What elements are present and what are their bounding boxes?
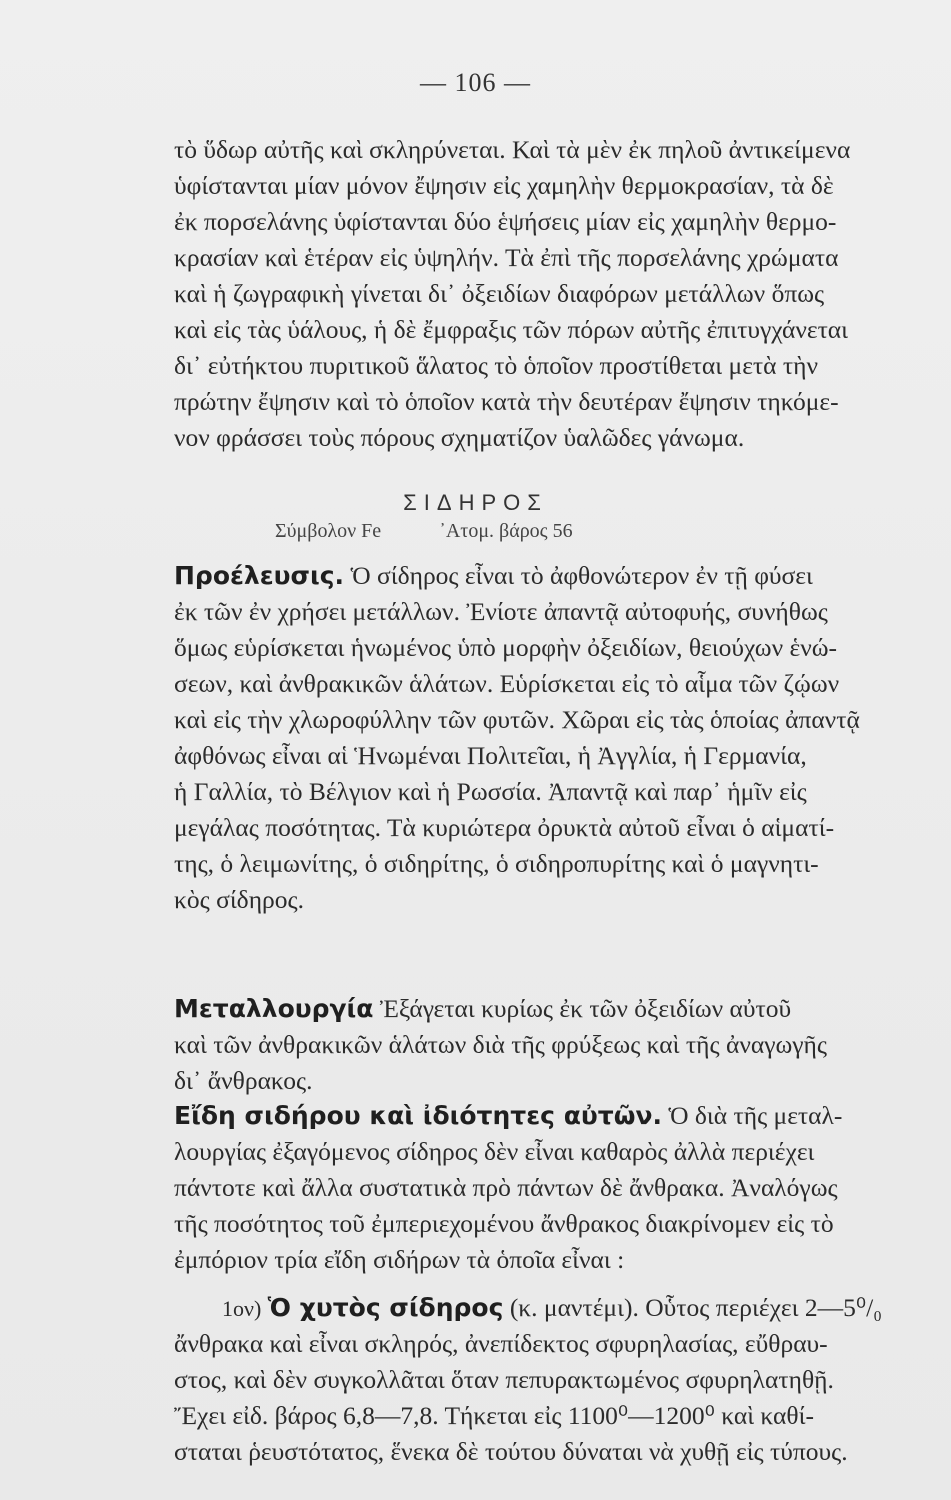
text-line: δι᾽ ἄνθρακος.	[174, 1066, 313, 1095]
element-symbol: Σύμβολον Fe	[275, 520, 382, 542]
text-line: πρώτην ἔψησιν καὶ τὸ ὁποῖον κατὰ τὴν δευτέραν ἔψησιν τηκόμε-	[174, 387, 839, 416]
text-line	[174, 558, 951, 594]
cast-iron-first-line: (κ. μαντέμι). Οὗτος περιέχει 2—5⁰/₀	[503, 1293, 883, 1322]
text-line	[174, 991, 951, 1027]
text-line: στος, καὶ δὲν συγκολλᾶται ὅταν πεπυρακτωμένος σφυρηλατηθῇ.	[174, 1365, 834, 1394]
metallurgy-paragraph	[174, 991, 951, 1099]
text-line: καὶ ἡ ζωγραφικὴ γίνεται δι᾽ ὀξειδίων διαφόρων μετάλλων ὅπως	[174, 279, 825, 308]
text-line: Ἔχει εἰδ. βάρος 6,8—7,8. Τήκεται εἰς 1100⁰—1200⁰ καὶ καθί-	[174, 1401, 814, 1430]
text-line: καὶ τῶν ἀνθρακικῶν ἁλάτων διὰ τῆς φρύξεως καὶ τῆς ἀναγωγῆς	[174, 1030, 827, 1059]
text-line: νον φράσσει τοὺς πόρους σχηματίζον ὑαλῶδες γάνωμα.	[174, 423, 745, 452]
origin-heading: Προέλευσις.	[174, 561, 345, 590]
text-line: καὶ εἰς τὰς ὑάλους, ἡ δὲ ἔμφραξις τῶν πόρων αὐτῆς ἐπιτυγχάνεται	[174, 315, 849, 344]
text-line: ἄνθρακα καὶ εἶναι σκληρός, ἀνεπίδεκτος σφυρηλασίας, εὔθραυ-	[174, 1329, 828, 1358]
text-line: ἐκ πορσελάνης ὑφίστανται δύο ἑψήσεις μίαν εἰς χαμηλὴν θερμο-	[174, 207, 837, 236]
kinds-heading: Εἴδη σιδήρου καὶ ἰδιότητες αὐτῶν.	[174, 1101, 662, 1130]
cast-iron-heading: Ὁ χυτὸς σίδηρος	[267, 1293, 504, 1322]
text-line: ὑφίστανται μίαν μόνον ἔψησιν εἰς χαμηλὴν θερμοκρασίαν, τὰ δὲ	[174, 171, 834, 200]
text-line: σταται ῥευστότατος, ἕνεκα δὲ τούτου δύναται νὰ χυθῇ εἰς τύπους.	[174, 1437, 848, 1466]
text-line: σεων, καὶ ἀνθρακικῶν ἁλάτων. Εὑρίσκεται εἰς τὸ αἷμα τῶν ζῴων	[174, 669, 840, 698]
text-line: κρασίαν καὶ ἑτέραν εἰς ὑψηλήν. Τὰ ἐπὶ τῆς πορσελάνης χρώματα	[174, 243, 839, 272]
text-line: λουργίας ἐξαγόμενος σίδηρος δὲν εἶναι καθαρὸς ἀλλὰ περιέχει	[174, 1137, 815, 1166]
metallurgy-first-line: Ἐξάγεται κυρίως ἐκ τῶν ὀξειδίων αὐτοῦ	[373, 994, 792, 1023]
kinds-paragraph	[174, 1098, 951, 1278]
text-line: τῆς ποσότητος τοῦ ἐμπεριεχομένου ἄνθρακος διακρίνομεν εἰς τὸ	[174, 1209, 834, 1238]
text-line: δι᾽ εὐτήκτου πυριτικοῦ ἅλατος τὸ ὁποῖον προστίθεται μετὰ τὴν	[174, 351, 818, 380]
text-line: ὅμως εὑρίσκεται ἡνωμένος ὑπὸ μορφὴν ὀξειδίων, θειούχων ἑνώ-	[174, 633, 837, 662]
atomic-weight: ᾿Ατομ. βάρος 56	[439, 520, 573, 542]
page-number: — 106 —	[420, 68, 531, 97]
text-line: της, ὁ λειμωνίτης, ὁ σιδηρίτης, ὁ σιδηροπυρίτης καὶ ὁ μαγνητι-	[174, 849, 819, 878]
text-line	[174, 1098, 951, 1134]
text-line: κὸς σίδηρος.	[174, 885, 304, 914]
text-line: μεγάλας ποσότητας. Τὰ κυριώτερα ὀρυκτὰ αὐτοῦ εἶναι ὁ αἱματί-	[174, 813, 835, 842]
origin-paragraph	[174, 558, 951, 918]
kinds-first-line: Ὁ διὰ τῆς μεταλ-	[661, 1101, 843, 1130]
text-line: ἐμπόριον τρία εἴδη σιδήρων τὰ ὁποῖα εἶναι :	[174, 1245, 625, 1274]
text-line: ἐκ τῶν ἐν χρήσει μετάλλων. Ἐνίοτε ἀπαντᾷ αὐτοφυής, συνήθως	[174, 597, 828, 626]
text-line: καὶ εἰς τὴν χλωροφύλλην τῶν φυτῶν. Χῶραι εἰς τὰς ὁποίας ἀπαντᾷ	[174, 705, 860, 734]
origin-first-line: Ὁ σίδηρος εἶναι τὸ ἀφθονώτερον ἐν τῇ φύσει	[344, 561, 813, 590]
text-line: τὸ ὕδωρ αὐτῆς καὶ σκληρύνεται. Καὶ τὰ μὲν ἐκ πηλοῦ ἀντικείμενα	[174, 135, 851, 164]
text-line	[174, 1290, 951, 1326]
element-symbol-line	[275, 520, 573, 543]
metallurgy-heading: Μεταλλουργία	[174, 994, 374, 1023]
text-line: πάντοτε καὶ ἄλλα συστατικὰ πρὸ πάντων δὲ ἄνθρακα. Ἀναλόγως	[174, 1173, 838, 1202]
intro-paragraph	[174, 132, 951, 456]
text-line: ἡ Γαλλία, τὸ Βέλγιον καὶ ἡ Ρωσσία. Ἀπαντᾷ καὶ παρ᾽ ἡμῖν εἰς	[174, 777, 807, 806]
text-line: ἀφθόνως εἶναι αἱ Ἡνωμέναι Πολιτεῖαι, ἡ Ἀγγλία, ἡ Γερμανία,	[174, 741, 807, 770]
cast-iron-paragraph	[174, 1290, 951, 1470]
section-title: ΣΙΔΗΡΟΣ	[403, 490, 548, 515]
item-number: 1ον)	[222, 1296, 262, 1321]
